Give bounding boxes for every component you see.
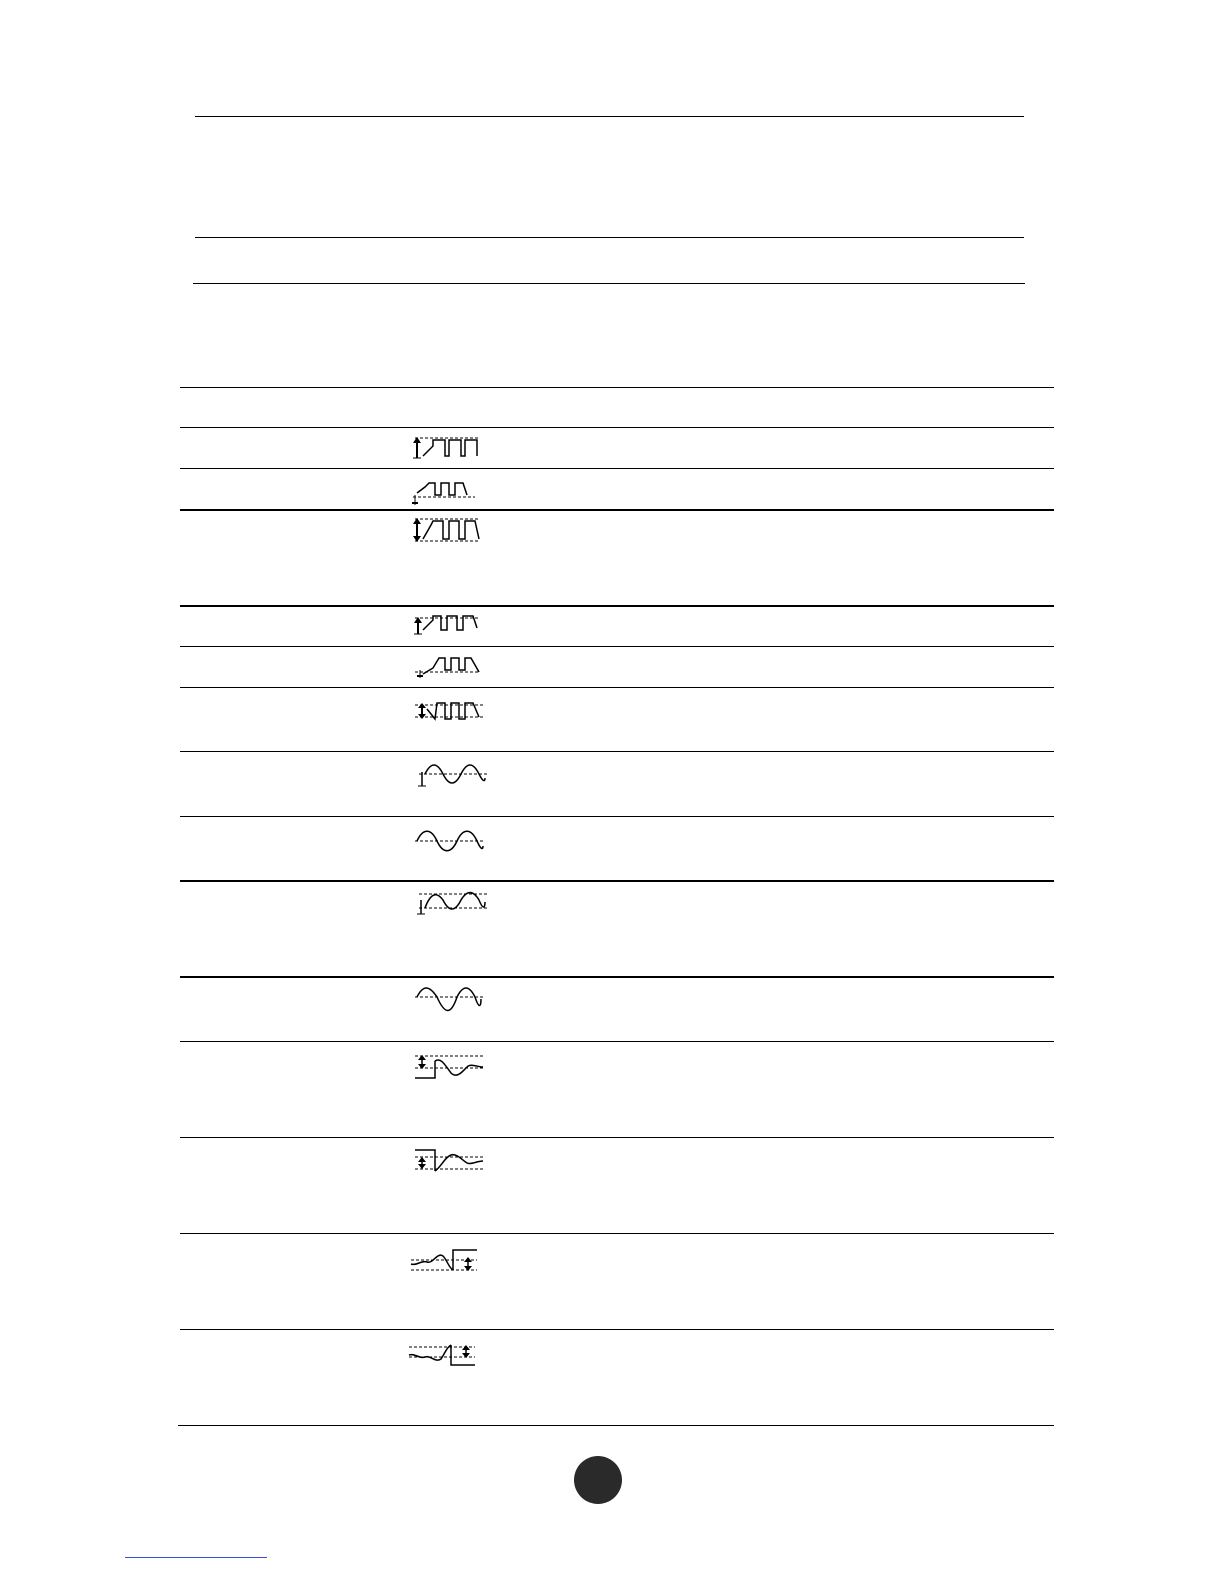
- page-number-badge: [574, 1456, 622, 1504]
- negative-preshoot-waveform-icon: [405, 652, 490, 686]
- table-row-rule: [180, 751, 1054, 752]
- sine-midline-icon: [405, 824, 490, 858]
- table-row-rule: [180, 1041, 1054, 1042]
- negative-overshoot-waveform-icon: [405, 612, 490, 646]
- table-row-rule: [180, 1233, 1054, 1234]
- table-row-rule: [180, 605, 1054, 607]
- overshoot-peak-waveform-icon: [405, 515, 490, 549]
- table-row-rule: [180, 1137, 1054, 1138]
- negative-peak-waveform-icon: [405, 697, 490, 731]
- table-header-rule: [180, 427, 1054, 428]
- header-middle-rule: [195, 237, 1024, 238]
- table-row-rule: [180, 976, 1054, 978]
- table-top-rule: [180, 387, 1054, 388]
- header-bottom-rule: [193, 283, 1025, 284]
- footer-link[interactable]: [125, 1557, 267, 1558]
- rising-edge-ringing-icon: [405, 1147, 490, 1181]
- table-row-rule: [180, 880, 1054, 882]
- table-row-rule: [180, 816, 1054, 817]
- pre-rising-edge-ringing-icon: [405, 1246, 490, 1280]
- sine-positive-amplitude-icon: [405, 760, 490, 794]
- table-row-rule: [180, 646, 1054, 647]
- falling-edge-ringing-icon: [405, 1051, 490, 1085]
- pre-falling-edge-ringing-icon: [405, 1341, 490, 1375]
- table-row-rule: [180, 687, 1054, 688]
- table-bottom-rule: [178, 1425, 1054, 1426]
- positive-overshoot-waveform-icon: [405, 434, 490, 468]
- header-top-rule: [195, 116, 1024, 117]
- table-row-rule: [180, 468, 1054, 469]
- sine-top-amplitude-icon: [405, 888, 490, 922]
- sine-full-cycle-icon: [405, 985, 490, 1019]
- preshoot-waveform-icon: [405, 475, 490, 509]
- table-row-rule: [180, 1329, 1054, 1330]
- table-row-rule: [180, 509, 1054, 511]
